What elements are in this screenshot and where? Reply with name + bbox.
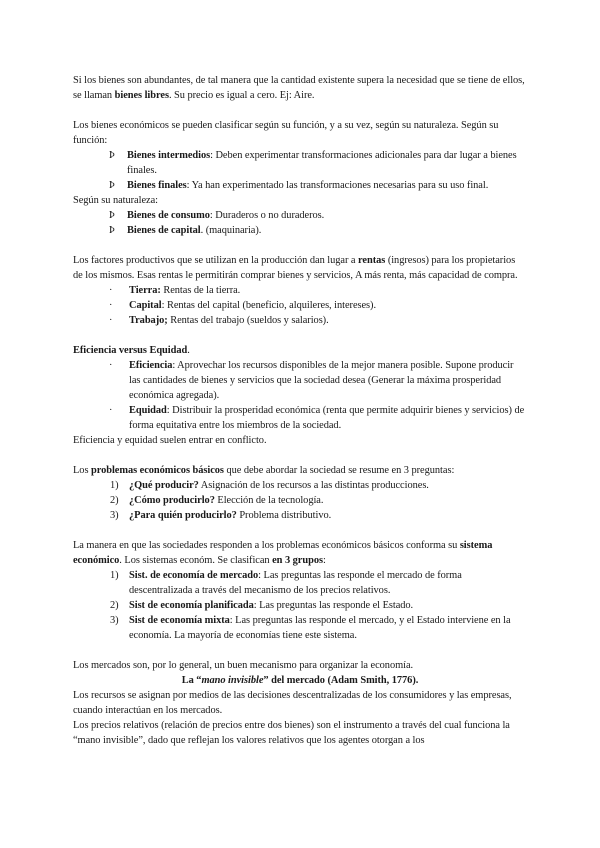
dot-bullet: · [109,360,113,371]
list-number: 1) [110,480,119,491]
free-goods-paragraph: Si los bienes son abundantes, de tal manera que la cantidad existente supera la necesidad que se tiene de ellos, se llaman bienes libres. Su precio es igual a cero. Ej: Aire. [73,75,525,101]
arrow-bullet: Þ [109,150,115,161]
list-item: Þ Bienes finales: Ya han experimentado las transformaciones necesarias para su uso final. [109,180,489,191]
list-item: 1) Sist. de economía de mercado: Las preguntas las responde el mercado de forma descentralizada a través del mecanismo de los precios relativos. [110,570,462,596]
arrow-bullet: Þ [109,210,115,221]
dot-bullet: · [109,405,113,416]
document-body [73,73,527,748]
markets-sentence: Los mercados son, por lo general, un buen mecanismo para organizar la economía. [73,660,414,671]
list-number: 3) [110,510,119,521]
list-item: Þ Bienes de consumo: Duraderos o no duraderos. [109,210,325,221]
rents-paragraph: Los factores productivos que se utilizan en la producción dan lugar a rentas (ingresos) para los propietarios de los mismos. Esas rentas le permitirán comprar bienes y servicios, A más renta, más capacidad de compra. [73,255,518,281]
list-item: 3) ¿Para quién producirlo? Problema distributivo. [110,510,332,521]
list-item: · Equidad: Distribuir la prosperidad económica (renta que permite adquirir bienes y servicios) de forma equitativa entre los miembros de la sociedad. [109,405,525,431]
arrow-bullet: Þ [109,180,115,191]
nature-label: Según su naturaleza: [73,195,158,206]
systems-intro: La manera en que las sociedades responden a los problemas económicos básicos conforma su sistema económico. Los sistemas económ. Se clasifican en 3 grupos: [73,540,493,566]
list-item: · Eficiencia: Aprovechar los recursos disponibles de la mejor manera posible. Supone producir las cantidades de bienes y servicios que la sociedad desea (Generar la máxima prosperidad económica agregada). [109,360,514,401]
list-item: 2) ¿Cómo producirlo? Elección de la tecnología. [110,495,324,506]
list-number: 2) [110,495,119,506]
list-number: 2) [110,600,119,611]
goods-classification-section [73,118,527,238]
section-title: Eficiencia versus Equidad. [73,345,190,356]
list-item: 1) ¿Qué producir? Asignación de los recursos a las distintas producciones. [110,480,429,491]
list-item: · Tierra: Rentas de la tierra. [109,285,241,296]
dot-bullet: · [109,300,113,311]
arrow-bullet: Þ [109,225,115,236]
dot-bullet: · [109,315,113,326]
list-item: · Trabajo; Rentas del trabajo (sueldos y salarios). [109,315,329,326]
list-item: 2) Sist de economía planificada: Las preguntas las responde el Estado. [110,600,414,611]
problems-intro: Los problemas económicos básicos que debe abordar la sociedad se resume en 3 preguntas: [73,465,455,476]
list-item: · Capital: Rentas del capital (beneficio, alquileres, intereses). [109,300,377,311]
productive-factors-section [73,253,527,328]
invisible-hand-heading: La “mano invisible” del mercado (Adam Smith, 1776). [181,675,419,686]
conflict-sentence: Eficiencia y equidad suelen entrar en conflicto. [73,435,267,446]
dot-bullet: · [109,285,113,296]
efficiency-equity-section [73,343,527,448]
resources-paragraph: Los recursos se asignan por medios de las decisiones descentralizadas de los consumidores y las empresas, cuando interactúan en los mercados. [73,690,512,716]
list-item: 3) Sist de economía mixta: Las preguntas las responde el mercado, y el Estado interviene en la economía. La mayoría de economías tiene este sistema. [110,615,511,641]
list-number: 3) [110,615,119,626]
markets-section [73,658,527,748]
classification-intro: Los bienes económicos se pueden clasificar según su función, y a su vez, según su naturaleza. Según su función: [73,120,499,146]
basic-problems-section [73,463,527,523]
economic-systems-section [73,538,527,643]
list-item: Þ Bienes de capital. (maquinaria). [109,225,262,236]
list-item: Þ Bienes intermedios: Deben experimentar transformaciones adicionales para dar lugar a bienes finales. [109,150,517,176]
relative-prices-paragraph: Los precios relativos (relación de precios entre dos bienes) son el instrumento a través del cual funciona la “mano invisible”, dado que reflejan los valores relativos que los agentes otorgan a los [73,720,510,746]
list-number: 1) [110,570,119,581]
